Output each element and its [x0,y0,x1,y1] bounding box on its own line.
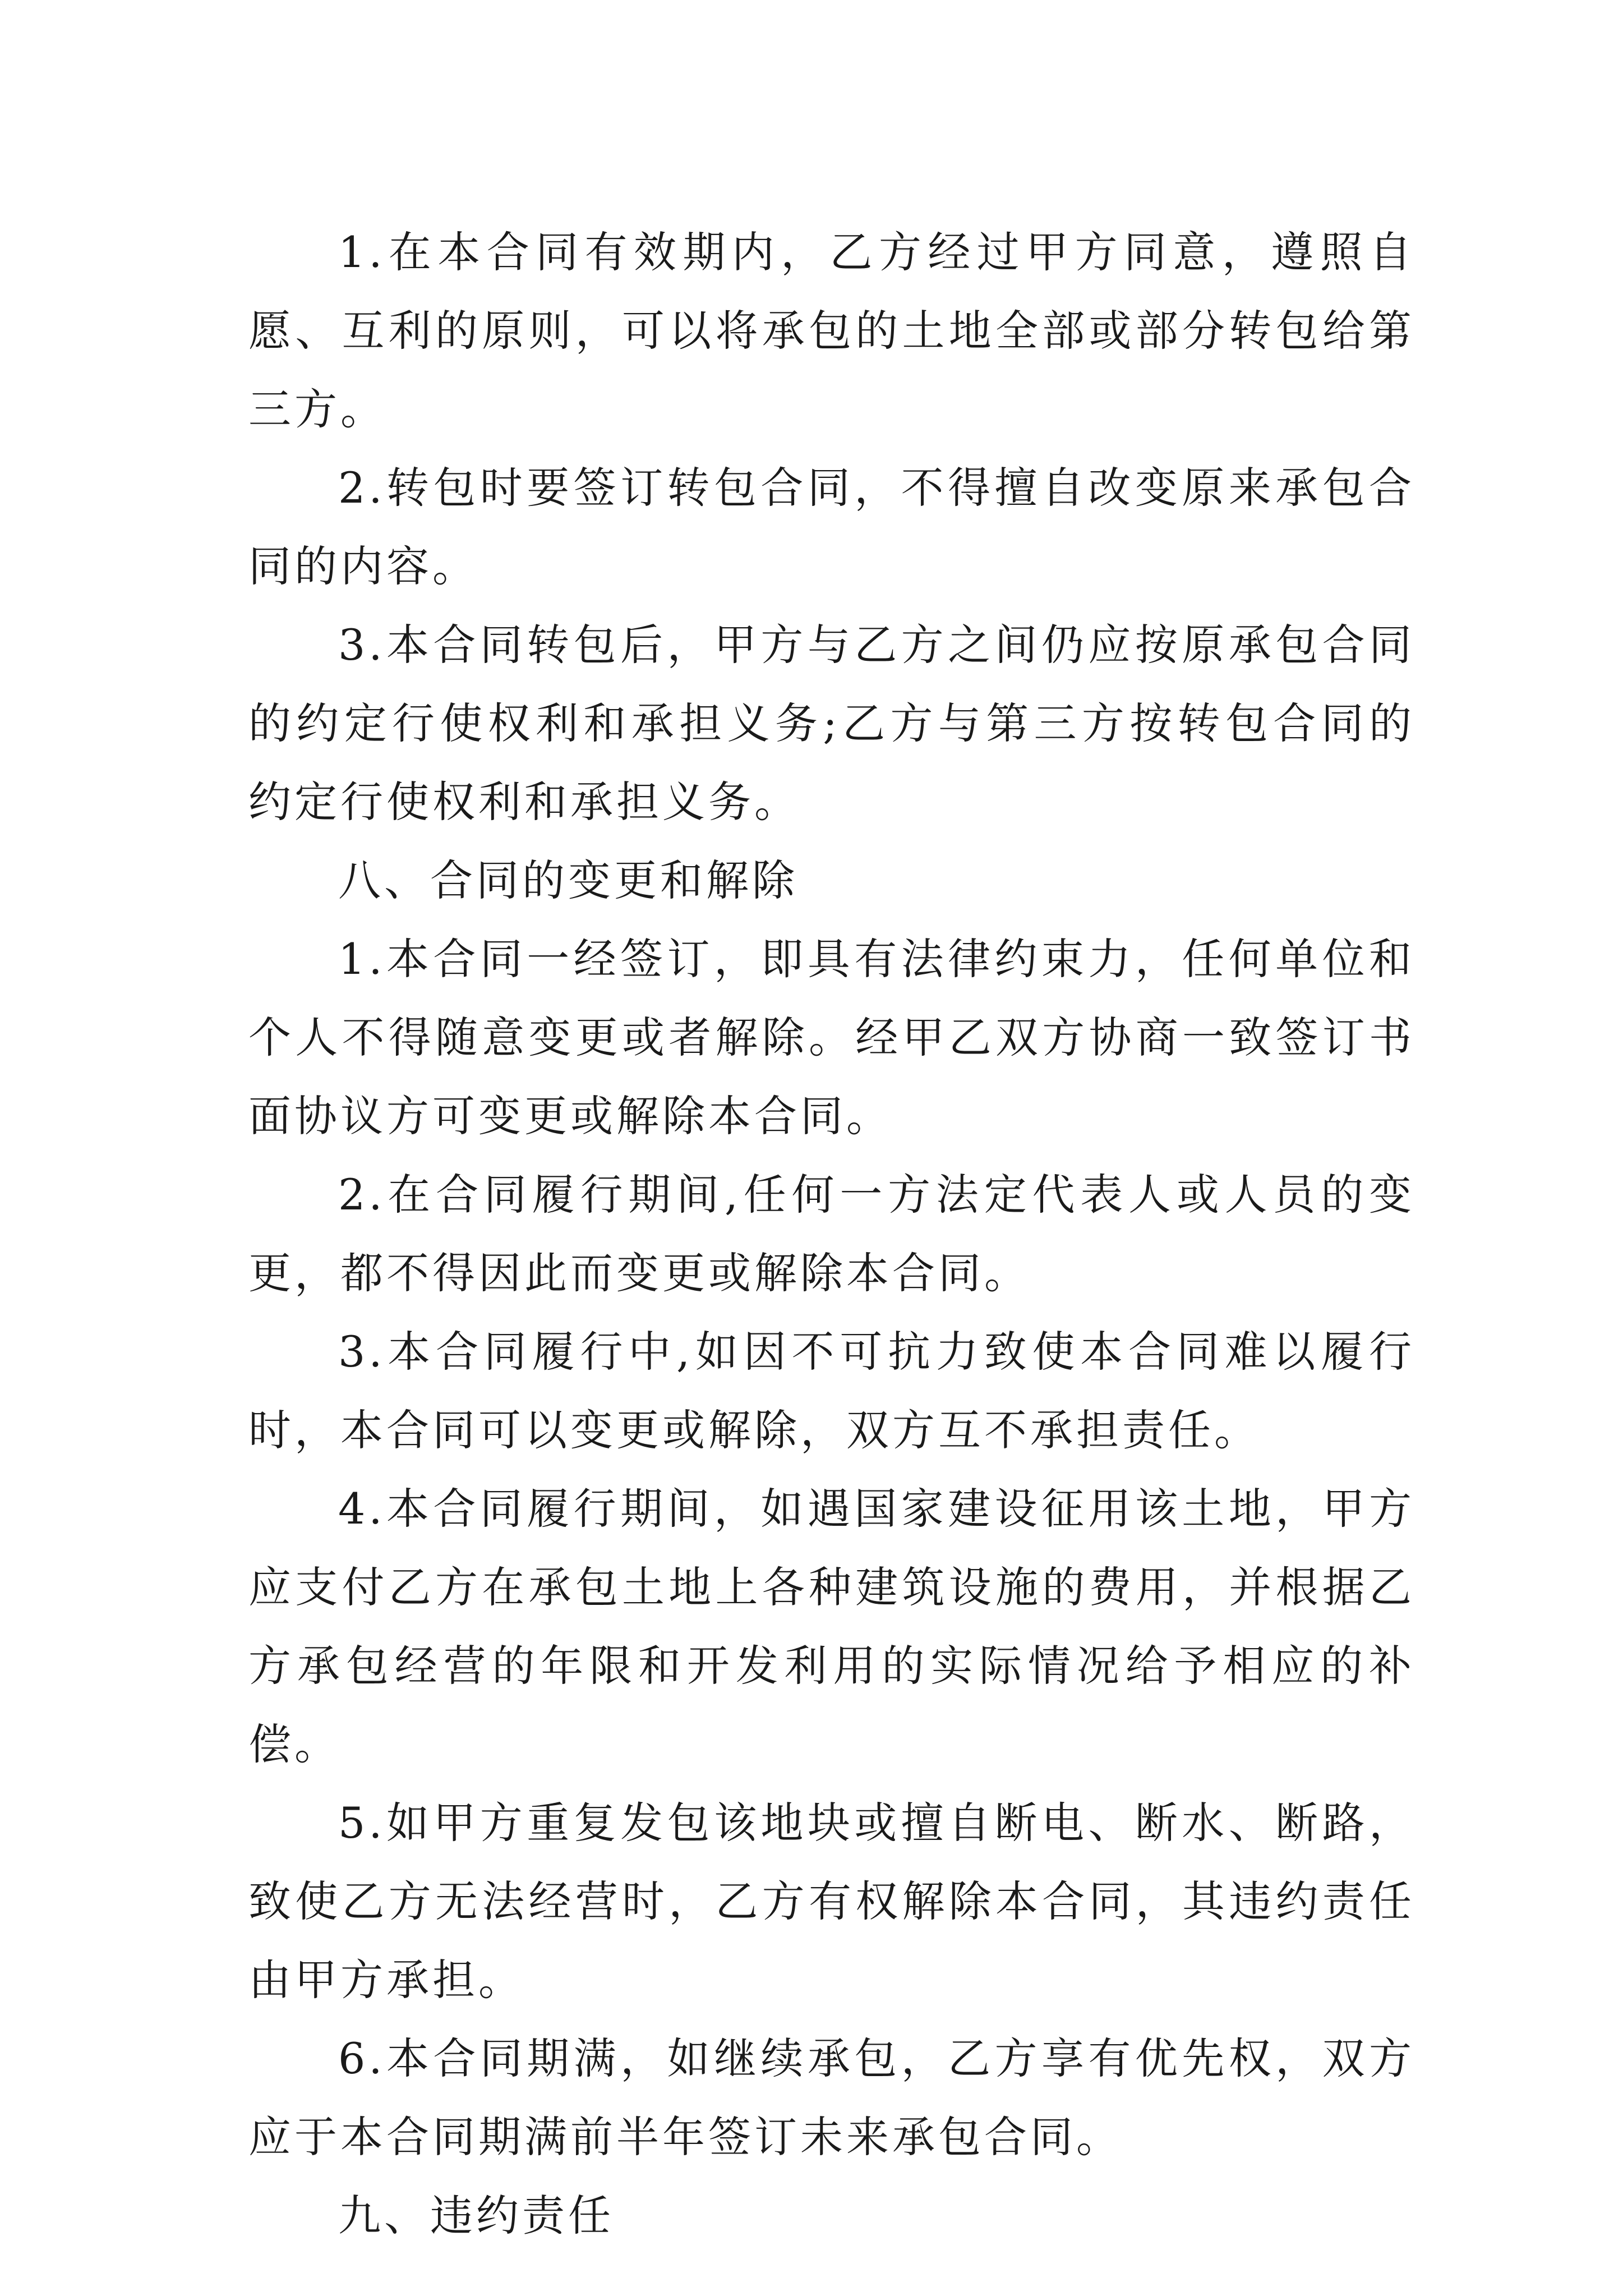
paragraph-binding-force: 1.本合同一经签订，即具有法律约束力，任何单位和个人不得随意变更或者解除。经甲乙双方协商一致签订书面协议方可变更或解除本合同。 [248,934,1415,1141]
section-heading-liability: 九、违约责任 [338,2191,614,2240]
paragraph-sublease-contract: 2.转包时要签订转包合同，不得擅自改变原来承包合同的内容。 [248,463,1415,591]
paragraph-land-requisition: 4.本合同履行期间，如遇国家建设征用该土地，甲方应支付乙方在承包土地上各种建筑设施的费用，并根据乙方承包经营的年限和开发利用的实际情况给予相应的补偿。 [248,1484,1415,1769]
paragraph-termination-right: 5.如甲方重复发包该地块或擅自断电、断水、断路，致使乙方无法经营时，乙方有权解除本合同，其违约责任由甲方承担。 [248,1798,1415,2005]
section-heading-modification: 八、合同的变更和解除 [338,855,798,905]
paragraph-sublease-obligations: 3.本合同转包后，甲方与乙方之间仍应按原承包合同的约定行使权利和承担义务;乙方与第三方按转包合同的约定行使权利和承担义务。 [248,620,1415,827]
paragraph-force-majeure: 3.本合同履行中,如因不可抗力致使本合同难以履行时，本合同可以变更或解除，双方互不承担责任。 [248,1327,1415,1455]
paragraph-renewal-priority: 6.本合同期满，如继续承包，乙方享有优先权，双方应于本合同期满前半年签订未来承包合同。 [248,2033,1415,2162]
paragraph-representative-change: 2.在合同履行期间,任何一方法定代表人或人员的变更，都不得因此而变更或解除本合同。 [248,1170,1415,1298]
paragraph-sublease-consent: 1.在本合同有效期内，乙方经过甲方同意，遵照自愿、互利的原则，可以将承包的土地全部或部分转包给第三方。 [248,227,1415,434]
document-body [248,213,1415,2255]
